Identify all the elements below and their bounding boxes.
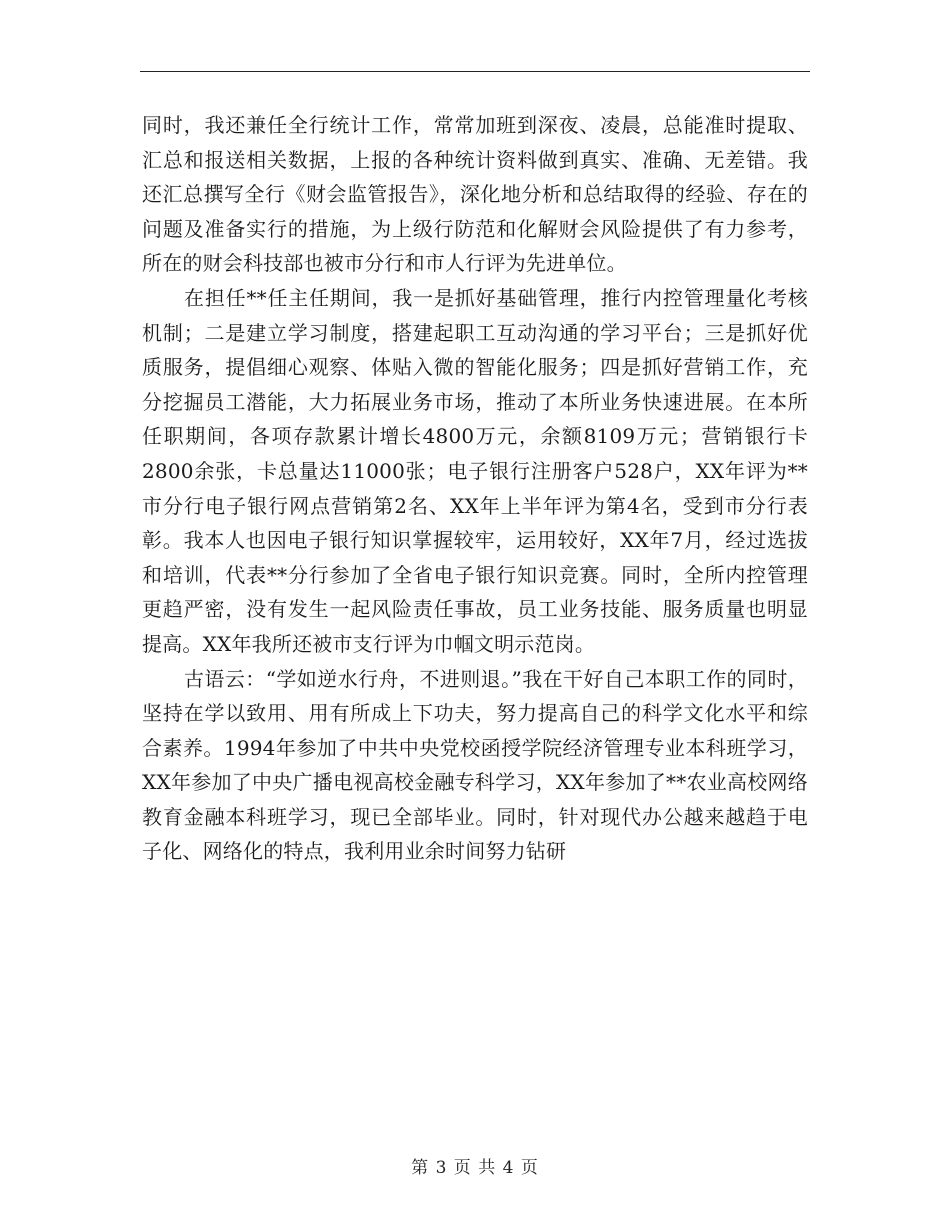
paragraph-1: 同时，我还兼任全行统计工作，常常加班到深夜、凌晨，总能准时提取、汇总和报送相关数据，上报的各种统计资料做到真实、准确、无差错。我还汇总撰写全行《财会监管报告》，深化地分析和总结取得的经验、存在的问题及准备实行的措施，为上级行防范和化解财会风险提供了有力参考，所在的财会科技部也被市分行和市人行评为先进单位。: [142, 113, 808, 276]
page-number: 第 3 页 共 4 页: [411, 1158, 539, 1178]
page-footer: [0, 1153, 950, 1178]
paragraph-2: 在担任**任主任期间，我一是抓好基础管理，推行内控管理量化考核机制；二是建立学习制度，搭建起职工互动沟通的学习平台；三是抓好优质服务，提倡细心观察、体贴入微的智能化服务；四是抓好营销工作，充分挖掘员工潜能，大力拓展业务市场，推动了本所业务快速进展。在本所任职期间，各项存款累计增长4800万元，余额8109万元；营销银行卡2800余张，卡总量达11000张；电子银行注册客户528户，XX年评为**市分行电子银行网点营销第2名、XX年上半年评为第4名，受到市分行表彰。我本人也因电子银行知识掌握较牢，运用较好，XX年7月，经过选拔和培训，代表**分行参加了全省电子银行知识竞赛。同时，全所内控管理更趋严密，没有发生一起风险责任事故，员工业务技能、服务质量也明显提高。XX年我所还被市支行评为巾帼文明示范岗。: [142, 285, 808, 656]
header-rule: [140, 71, 810, 72]
document-body: [142, 108, 808, 869]
paragraph-3: 古语云：“学如逆水行舟，不进则退。”我在干好自己本职工作的同时，坚持在学以致用、用有所成上下功夫，努力提高自己的科学文化水平和综合素养。1994年参加了中共中央党校函授学院经济管理专业本科班学习，XX年参加了中央广播电视高校金融专科学习，XX年参加了**农业高校网络教育金融本科班学习，现已全部毕业。同时，针对现代办公越来越趋于电子化、网络化的特点，我利用业余时间努力钻研: [142, 666, 808, 864]
